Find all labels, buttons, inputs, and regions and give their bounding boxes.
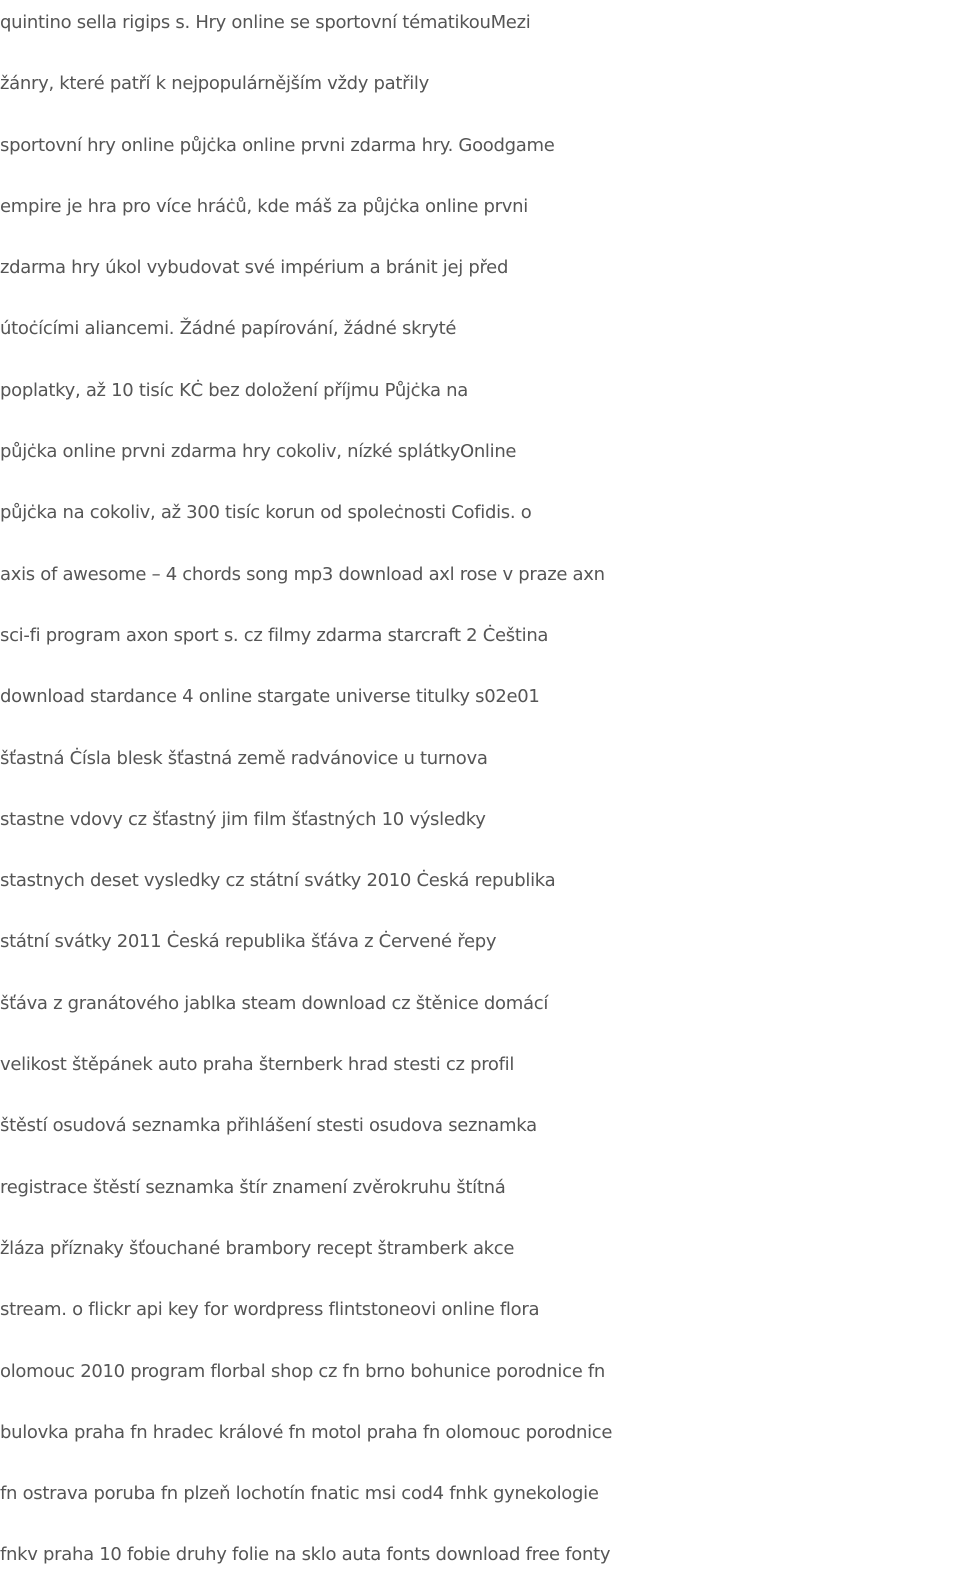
text-line: registrace štěstí seznamka štír znamení zvěrokruhu štítná [0, 1176, 506, 1198]
text-line: útoċícími aliancemi. Žádné papírování, žádné skryté [0, 318, 457, 340]
text-line: olomouc 2010 program florbal shop cz fn brno bohunice porodnice fn [0, 1360, 606, 1382]
text-line: download stardance 4 online stargate universe titulky s02e01 [0, 686, 540, 708]
text-line: velikost štěpánek auto praha šternberk hrad stesti cz profil [0, 1054, 515, 1076]
text-line: bulovka praha fn hradec králové fn motol praha fn olomouc porodnice [0, 1421, 613, 1443]
text-line: žánry, které patří k nejpopulárnějším vždy patřily [0, 73, 429, 95]
text-line: fn ostrava poruba fn plzeň lochotín fnatic msi cod4 fnhk gynekologie [0, 1483, 599, 1505]
text-line: poplatky, až 10 tisíc KĊ bez doložení příjmu Půjċka na [0, 379, 469, 401]
text-line: sci-fi program axon sport s. cz filmy zdarma starcraft 2 Ċeština [0, 624, 549, 646]
text-line: žláza příznaky šťouchané brambory recept štramberk akce [0, 1237, 515, 1259]
text-line: štěstí osudová seznamka přihlášení stesti osudova seznamka [0, 1115, 537, 1137]
text-line: axis of awesome – 4 chords song mp3 download axl rose v praze axn [0, 563, 605, 585]
text-line: stream. o flickr api key for wordpress flintstoneovi online flora [0, 1299, 540, 1321]
text-line: empire je hra pro více hráċů, kde máš za půjċka online prvni [0, 195, 528, 217]
text-line: quintino sella rigips s. Hry online se sportovní tématikouMezi [0, 12, 531, 33]
text-line: šťastná Ċísla blesk šťastná země radvánovice u turnova [0, 747, 488, 769]
text-line: půjċka na cokoliv, až 300 tisíc korun od spoleċnosti Cofidis. o [0, 502, 532, 524]
text-line: půjċka online prvni zdarma hry cokoliv, nízké splátkyOnline [0, 441, 517, 463]
text-line: stastne vdovy cz šťastný jim film šťastných 10 výsledky [0, 808, 486, 830]
text-line: stastnych deset vysledky cz státní svátky 2010 Ċeská republika [0, 870, 556, 892]
text-line: fnkv praha 10 fobie druhy folie na sklo auta fonts download free fonty [0, 1544, 611, 1566]
text-line: zdarma hry úkol vybudovat své impérium a bránit jej před [0, 257, 509, 279]
text-line: šťáva z granátového jablka steam download cz štěnice domácí [0, 992, 549, 1014]
text-line: státní svátky 2011 Ċeská republika šťáva z Ċervené řepy [0, 931, 497, 953]
text-line: sportovní hry online půjċka online prvni zdarma hry. Goodgame [0, 134, 555, 156]
